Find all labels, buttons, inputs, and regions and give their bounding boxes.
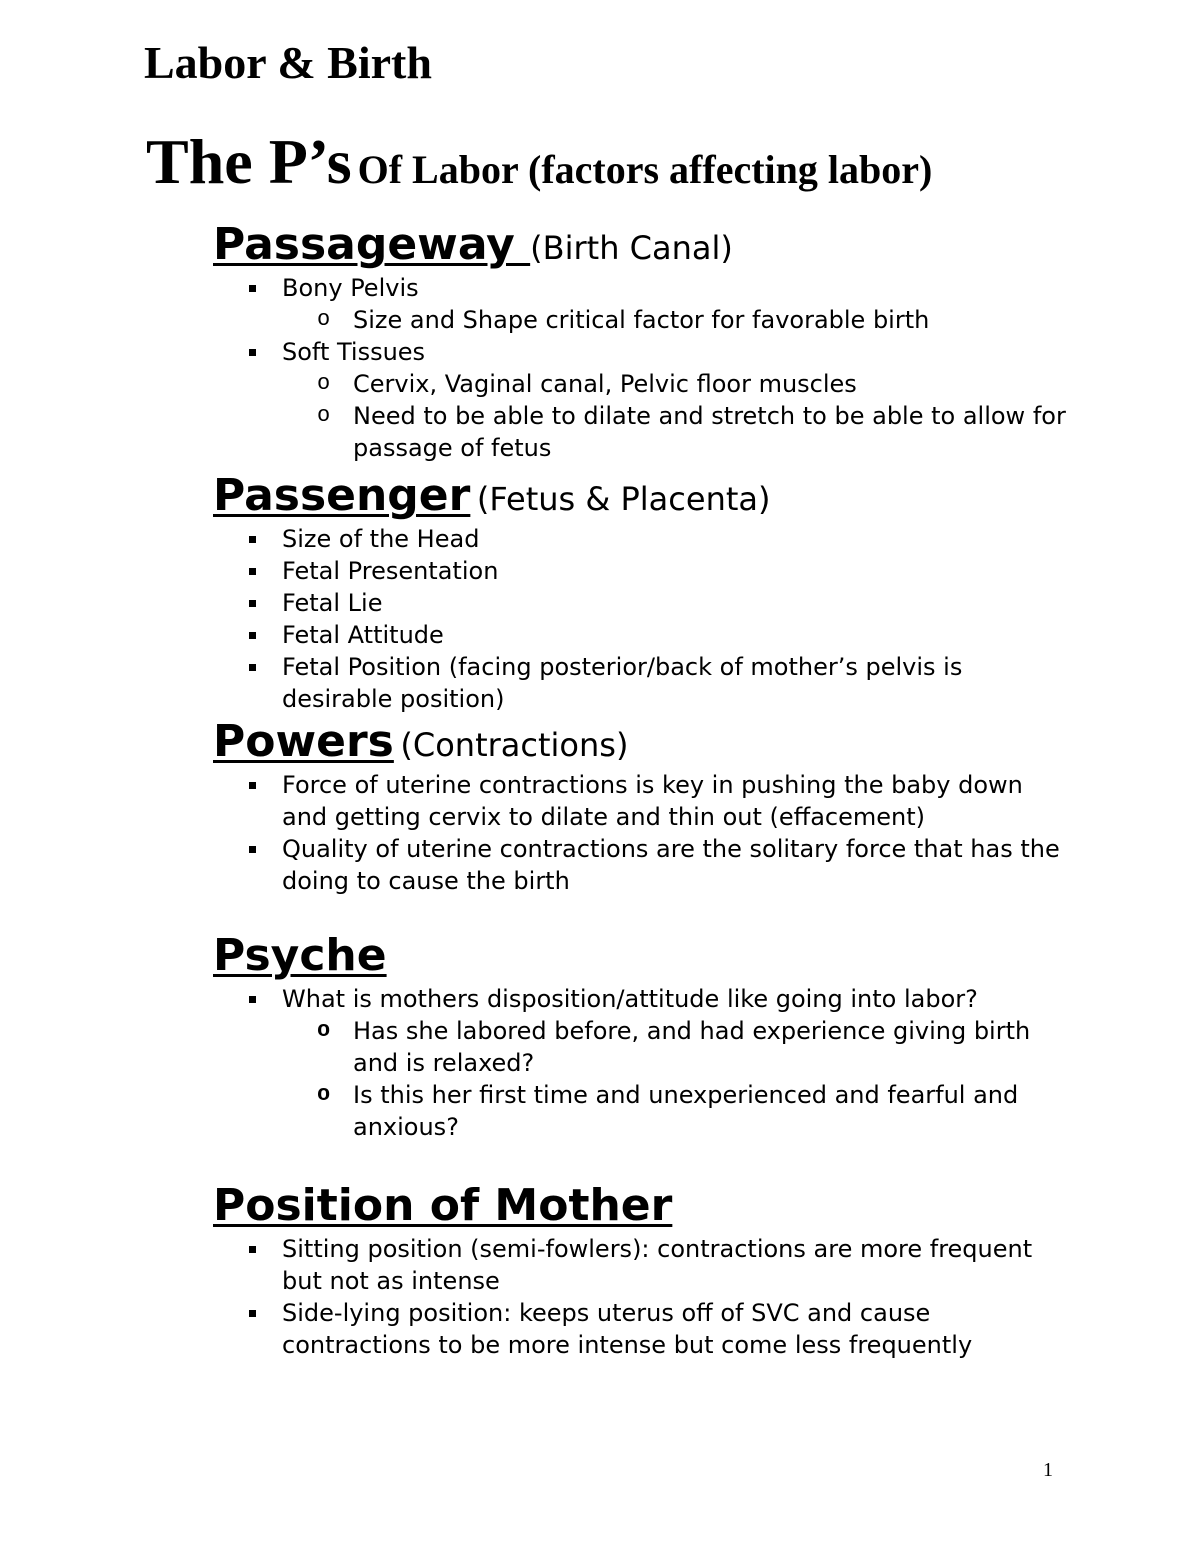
list-item-text: What is mothers disposition/attitude like going into labor? (282, 985, 978, 1013)
list-item: Fetal Attitude (282, 619, 1073, 651)
sub-list-item: o Size and Shape critical factor for favorable birth (353, 304, 1073, 336)
bullet-list (213, 983, 1073, 1143)
list-item: Size of the Head (282, 523, 1073, 555)
section-title: Position of Mother (213, 1180, 673, 1231)
section-title: Passageway (213, 219, 531, 270)
list-item: Fetal Lie (282, 587, 1073, 619)
bullet-list (213, 1233, 1073, 1361)
list-item: Fetal Position (facing posterior/back of mother’s pelvis is desirable position) (282, 651, 1073, 715)
sub-bullet-list (282, 304, 1073, 336)
list-item-text: Bony Pelvis (282, 274, 419, 302)
section-passageway (213, 219, 1073, 464)
section-subtitle: (Fetus & Placenta) (476, 480, 771, 518)
section-title: Passenger (213, 470, 471, 521)
sub-list-item: o Is this her first time and unexperienced and fearful and anxious? (353, 1079, 1073, 1143)
section-heading (213, 219, 1073, 270)
list-item (282, 336, 1073, 464)
list-item (282, 272, 1073, 336)
subtitle-the-ps: The P’s (146, 126, 352, 197)
section-subtitle: (Contractions) (400, 726, 629, 764)
section-title: Powers (213, 716, 394, 767)
section-powers (213, 716, 1073, 897)
list-item: Side-lying position: keeps uterus off of SVC and cause contractions to be more intense but come less frequently (282, 1297, 1073, 1361)
sub-list-item: o Need to be able to dilate and stretch to be able to allow for passage of fetus (353, 400, 1073, 464)
sub-bullet-list (282, 368, 1073, 464)
section-heading (213, 930, 1073, 981)
bullet-list (213, 272, 1073, 464)
list-item: Force of uterine contractions is key in pushing the baby down and getting cervix to dilate and thin out (effacement) (282, 769, 1073, 833)
sub-list-item: o Has she labored before, and had experience giving birth and is relaxed? (353, 1015, 1073, 1079)
subtitle-of-labor: Of Labor (factors affecting labor) (357, 147, 933, 192)
section-subtitle: (Birth Canal) (530, 229, 733, 267)
bullet-list (213, 523, 1073, 715)
section-title: Psyche (213, 930, 387, 981)
section-psyche (213, 930, 1073, 1143)
section-heading (213, 1180, 1073, 1231)
sub-bullet-list (282, 1015, 1073, 1143)
list-item (282, 983, 1073, 1143)
list-item: Fetal Presentation (282, 555, 1073, 587)
document-title: Labor & Birth (144, 37, 432, 88)
section-position-of-mother (213, 1180, 1073, 1361)
list-item-text: Soft Tissues (282, 338, 426, 366)
page-number: 1 (1043, 1459, 1053, 1481)
bullet-list (213, 769, 1073, 897)
section-heading (213, 470, 1073, 521)
sub-list-item: o Cervix, Vaginal canal, Pelvic floor muscles (353, 368, 1073, 400)
list-item: Sitting position (semi-fowlers): contractions are more frequent but not as intense (282, 1233, 1073, 1297)
document-subtitle (146, 126, 933, 197)
list-item: Quality of uterine contractions are the solitary force that has the doing to cause the birth (282, 833, 1073, 897)
section-passenger (213, 470, 1073, 715)
section-heading (213, 716, 1073, 767)
